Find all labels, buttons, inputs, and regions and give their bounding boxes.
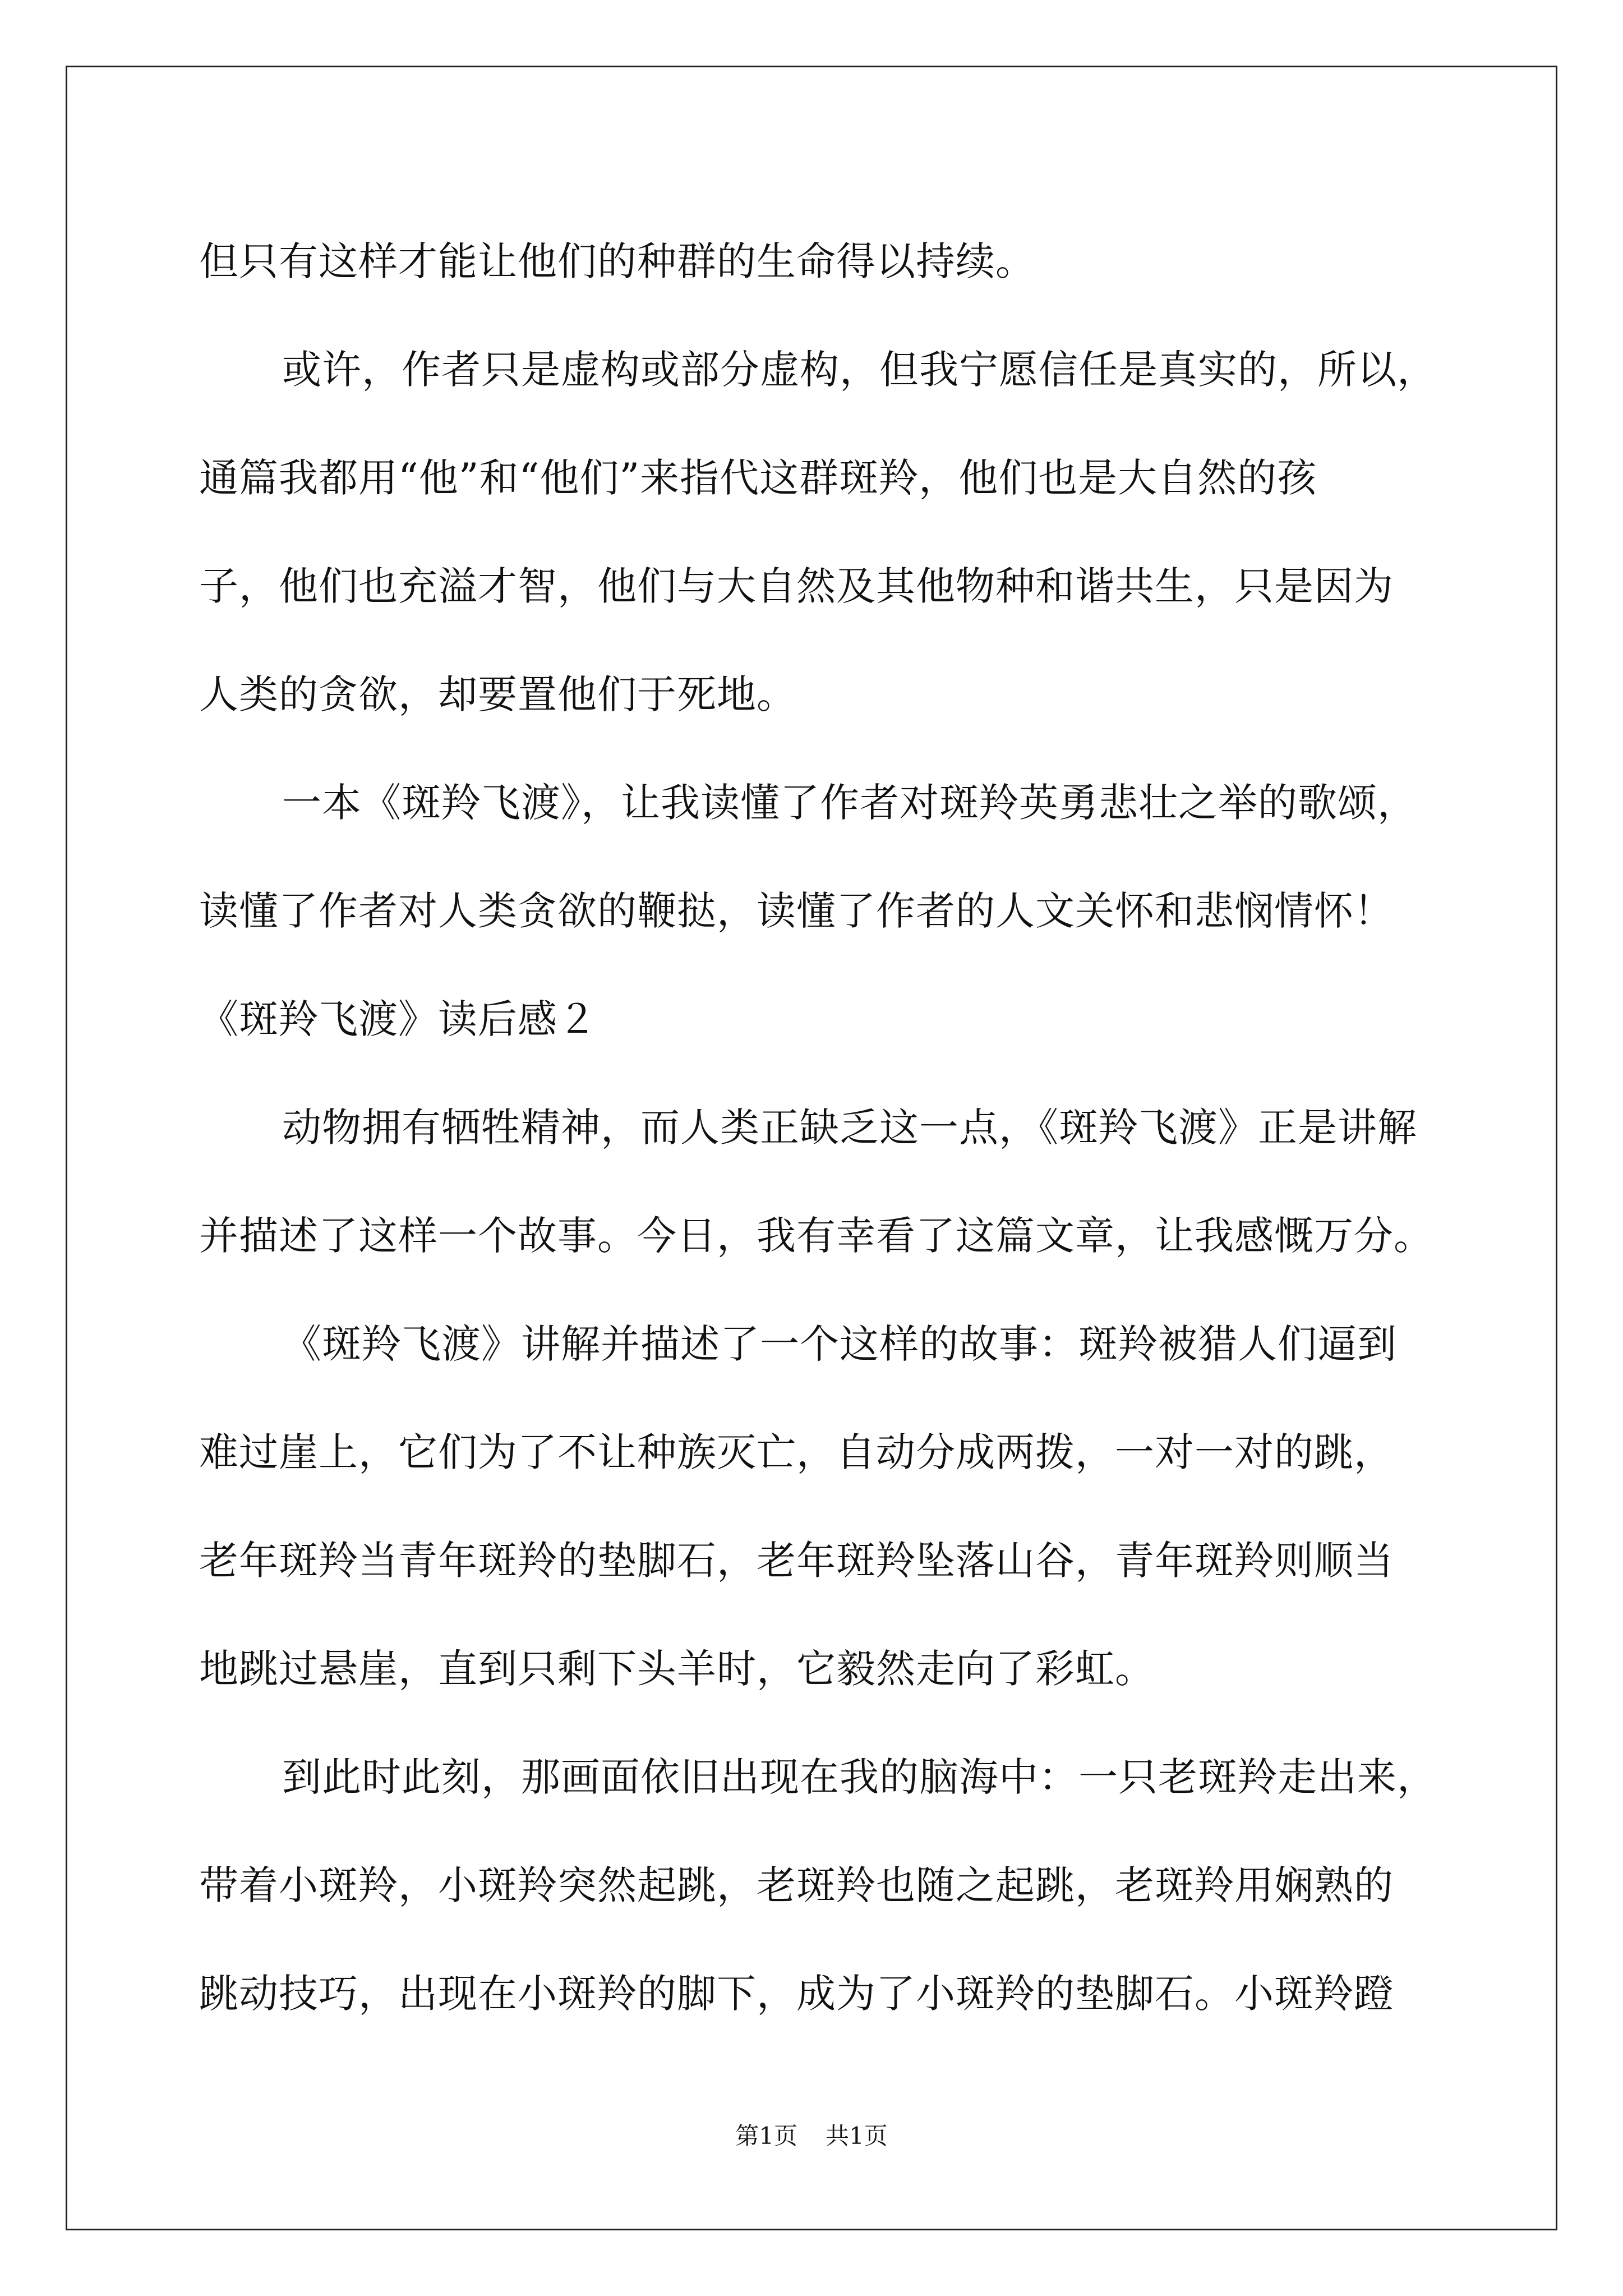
page-total: 共1页 bbox=[826, 2122, 888, 2150]
document-body bbox=[199, 208, 1461, 2048]
text-line: 跳动技巧，出现在小斑羚的脚下，成为了小斑羚的垫脚石。小斑羚蹬 bbox=[199, 1971, 1394, 2017]
paragraph-start: 到此时此刻，那画面依旧出现在我的脑海中：一只老斑羚走出来， bbox=[282, 1754, 1437, 1800]
paragraph-start: 动物拥有牺牲精神，而人类正缺乏这一点，《斑羚飞渡》正是讲解 bbox=[282, 1105, 1417, 1151]
text-line: 人类的贪欲，却要置他们于死地。 bbox=[199, 671, 796, 717]
paragraph-start: 或许，作者只是虚构或部分虚构，但我宁愿信任是真实的，所以， bbox=[282, 347, 1437, 393]
page-footer bbox=[0, 2118, 1623, 2151]
text-line: 老年斑羚当青年斑羚的垫脚石，老年斑羚坠落山谷，青年斑羚则顺当 bbox=[199, 1538, 1394, 1584]
text-line: 但只有这样才能让他们的种群的生命得以持续。 bbox=[199, 238, 1035, 284]
text-line: 地跳过悬崖，直到只剩下头羊时，它毅然走向了彩虹。 bbox=[199, 1646, 1155, 1692]
section-heading: 《斑羚飞渡》读后感２ bbox=[199, 996, 597, 1042]
text-line: 子，他们也充溢才智，他们与大自然及其他物种和谐共生，只是因为 bbox=[199, 563, 1394, 609]
text-line: 通篇我都用“他”和“他们”来指代这群斑羚，他们也是大自然的孩 bbox=[199, 455, 1317, 501]
paragraph-start: 一本《斑羚飞渡》，让我读懂了作者对斑羚英勇悲壮之举的歌颂， bbox=[282, 780, 1417, 826]
page-number: 第1页 bbox=[735, 2122, 797, 2150]
paragraph-start: 《斑羚飞渡》讲解并描述了一个这样的故事：斑羚被猎人们逼到 bbox=[282, 1321, 1397, 1367]
text-line: 并描述了这样一个故事。今日，我有幸看了这篇文章，让我感慨万分。 bbox=[199, 1213, 1433, 1259]
text-line: 读懂了作者对人类贪欲的鞭挞，读懂了作者的人文关怀和悲悯情怀！ bbox=[199, 888, 1394, 934]
text-line: 难过崖上，它们为了不让种族灭亡，自动分成两拨，一对一对的跳， bbox=[199, 1429, 1394, 1475]
text-line: 带着小斑羚，小斑羚突然起跳，老斑羚也随之起跳，老斑羚用娴熟的 bbox=[199, 1862, 1394, 1908]
